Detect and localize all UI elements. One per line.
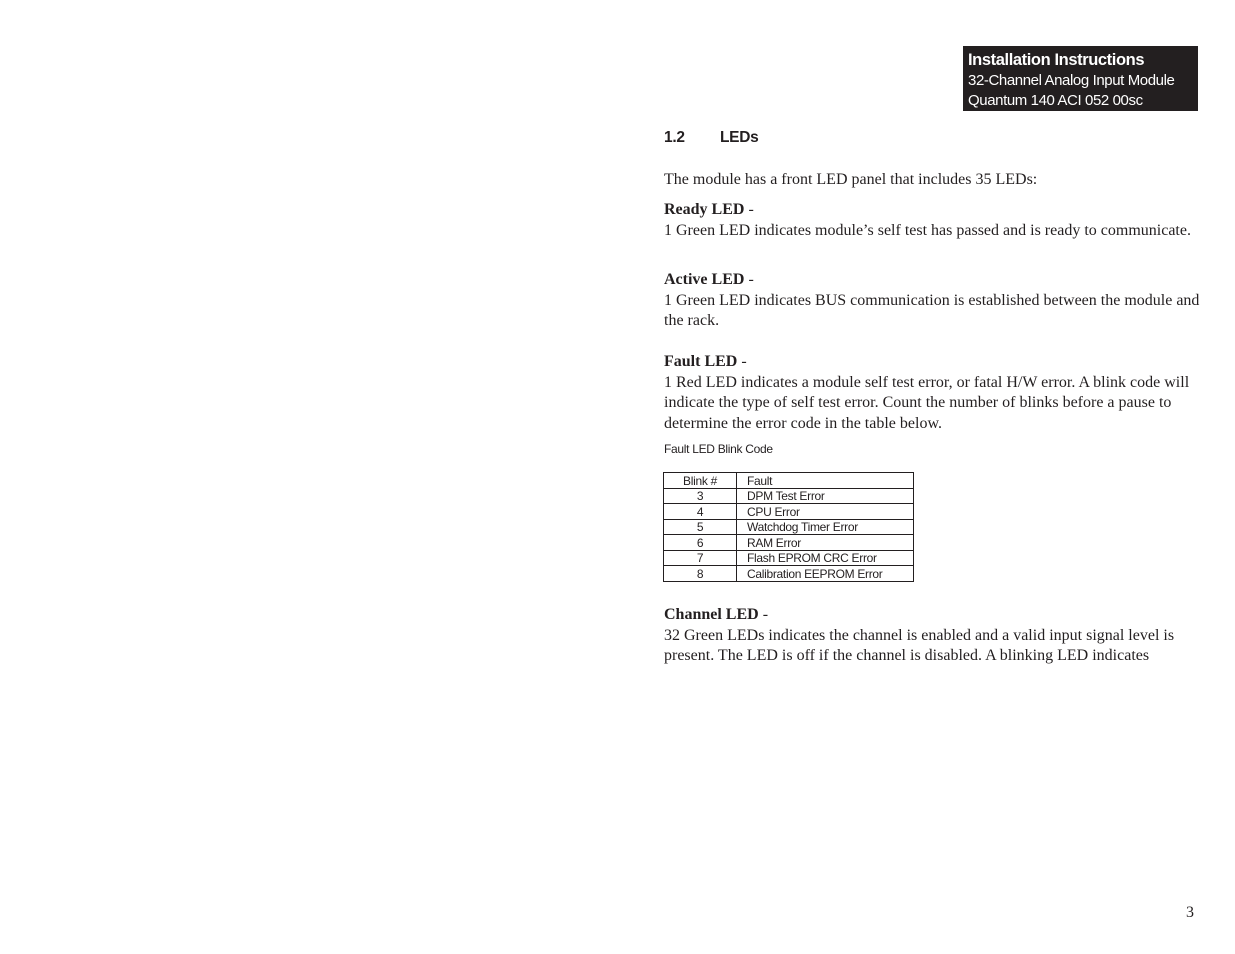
section-title: LEDs [720, 129, 759, 146]
table-header-fault: Fault [737, 473, 914, 489]
fault-led-label: Fault LED [664, 353, 738, 370]
blink-number-cell: 3 [664, 488, 737, 504]
fault-description-cell: DPM Test Error [737, 488, 914, 504]
fault-led-text: 1 Red LED indicates a module self test error, or fatal H/W error. A blink code will indicate the type of self test error. Count the number of blinks before a pause to determine the error code in the table below. [664, 373, 1190, 433]
section-number: 1.2 [664, 129, 685, 146]
table-caption: Fault LED Blink Code [664, 442, 773, 456]
blink-number-cell: 4 [664, 504, 737, 520]
blink-number-cell: 6 [664, 535, 737, 551]
header-title: Installation Instructions [968, 51, 1145, 69]
blink-number-cell: 5 [664, 519, 737, 535]
fault-description-cell: RAM Error [737, 535, 914, 551]
active-led-text: 1 Green LED indicates BUS communication is established between the module and the rack. [664, 291, 1200, 330]
fault-description-cell: Calibration EEPROM Error [737, 566, 914, 582]
table-row [664, 550, 914, 566]
table-row [664, 535, 914, 551]
ready-led-text: 1 Green LED indicates module’s self test has passed and is ready to communicate. [664, 221, 1191, 239]
channel-led-block [664, 605, 1204, 667]
ready-led-block [664, 200, 1204, 241]
header-model: Quantum 140 ACI 052 00sc [968, 92, 1143, 109]
blink-number-cell: 8 [664, 566, 737, 582]
section-heading [664, 129, 1204, 147]
channel-led-dash: - [758, 606, 769, 623]
table-row [664, 519, 914, 535]
table-row [664, 488, 914, 504]
fault-description-cell: Watchdog Timer Error [737, 519, 914, 535]
table-header-row [664, 473, 914, 489]
active-led-dash: - [744, 271, 754, 288]
channel-led-text: 32 Green LEDs indicates the channel is enabled and a valid input signal level is present. The LED is off if the channel is disabled. A blinking LED indicates [664, 626, 1175, 665]
active-led-label: Active LED [664, 271, 745, 288]
fault-led-block [664, 352, 1204, 435]
fault-description-cell: Flash EPROM CRC Error [737, 550, 914, 566]
fault-led-dash: - [737, 353, 747, 370]
intro-paragraph: The module has a front LED panel that includes 35 LEDs: [664, 171, 1038, 188]
ready-led-dash: - [744, 201, 754, 218]
channel-led-label: Channel LED [664, 606, 759, 623]
active-led-block [664, 270, 1204, 332]
fault-blink-code-table [663, 472, 914, 582]
document-header [963, 46, 1198, 111]
page-number: 3 [1186, 904, 1194, 921]
table-row [664, 566, 914, 582]
fault-description-cell: CPU Error [737, 504, 914, 520]
blink-number-cell: 7 [664, 550, 737, 566]
table-header-blink: Blink # [664, 473, 737, 489]
header-subtitle: 32-Channel Analog Input Module [968, 72, 1175, 89]
table-row [664, 504, 914, 520]
ready-led-label: Ready LED [664, 201, 745, 218]
